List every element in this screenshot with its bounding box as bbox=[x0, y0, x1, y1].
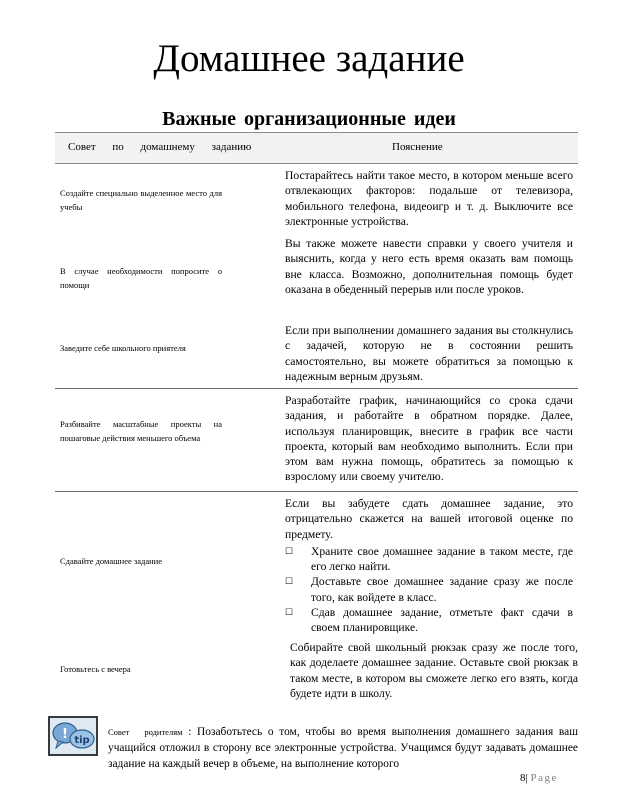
explanation-cell: Собирайте свой школьный рюкзак сразу же после того, как доделаете домашнее задание. Оставьте свой рюкзак в таком месте, в котором вы сможете легко его взять, когда будете идти в школу. bbox=[290, 641, 578, 700]
col-header-explanation: Пояснение bbox=[392, 141, 443, 153]
parent-tip bbox=[108, 724, 578, 772]
table-row bbox=[55, 236, 578, 318]
tip-cell: Разбивайте масштабные проекты на пошаговые действия меньшего объема bbox=[60, 419, 222, 443]
homework-tips-table bbox=[55, 132, 578, 700]
page-number: 8 bbox=[520, 772, 526, 784]
explanation-cell bbox=[285, 496, 573, 636]
svg-text:tip: tip bbox=[74, 735, 90, 746]
table-header bbox=[55, 132, 578, 164]
parent-tip-lead: Совет родителям bbox=[108, 727, 183, 737]
bullet-list bbox=[285, 544, 573, 636]
tip-cell: В случае необходимости попросите о помощи bbox=[60, 266, 222, 290]
tip-cell: Сдавайте домашнее задание bbox=[60, 556, 162, 566]
col-header-tip: Совет по домашнему заданию bbox=[68, 141, 252, 153]
table-row bbox=[55, 168, 578, 228]
bullet-item: ☐ Сдав домашнее задание, отметьте факт сдачи в своем планировщике. bbox=[285, 606, 573, 635]
bullet-icon: ☐ bbox=[285, 545, 294, 556]
page-footer bbox=[520, 772, 558, 784]
tip-cell: Создайте специально выделенное место для учебы bbox=[60, 188, 222, 212]
bullet-item: ☐ Храните свое домашнее задание в таком месте, где его легко найти. bbox=[285, 544, 573, 574]
tip-cell: Готовьтесь с вечера bbox=[60, 664, 131, 674]
bullet-icon: ☐ bbox=[285, 576, 294, 587]
explanation-cell: Если при выполнении домашнего задания вы столкнулись с задачей, которую не в состоянии решить самостоятельно, вы можете обратиться за помощью к надежным верным друзьям. bbox=[285, 324, 573, 383]
table-row bbox=[55, 388, 578, 489]
page-separator: | bbox=[525, 772, 528, 784]
tip-cell: Заведите себе школьного приятеля bbox=[60, 343, 186, 353]
explanation-text: Если вы забудете сдать домашнее задание, это отрицательно скажется на вашей итоговой оценке по предмету. bbox=[285, 497, 573, 541]
parent-tip-text: : Позаботьтесь о том, чтобы во время выполнения домашнего задания ваш учащийся отложил в сторону все электронные устройства. Учащимся будут задавать домашнее задание на каждый вечер в объеме, на выполнение которого bbox=[108, 726, 578, 770]
page-label: Page bbox=[530, 772, 558, 784]
tip-icon bbox=[48, 716, 98, 756]
bullet-icon: ☐ bbox=[285, 607, 294, 618]
bullet-item: ☐ Доставьте свое домашнее задание сразу же после того, как войдете в класс. bbox=[285, 575, 573, 604]
explanation-cell: Постарайтесь найти такое место, в котором меньше всего отвлекающих факторов: подальше от телевизора, мобильного телефона, видеоигр и т. д. Выключите все электронные устройства. bbox=[285, 169, 573, 228]
explanation-cell: Вы также можете навести справки у своего учителя и выяснить, когда у него есть время оказать вам помощь вне класса. Возможно, дополнительная помощь будет оказана в обеденный перерыв или после уроков. bbox=[285, 237, 573, 296]
table-row bbox=[55, 323, 578, 385]
table-row bbox=[55, 491, 578, 635]
page-title: Домашнее задание bbox=[153, 37, 465, 80]
explanation-cell: Разработайте график, начинающийся со срока сдачи задания, и работайте в обратном порядке. Далее, используя планировщик, внесите в график все части проекта, который вам необходимо выполнить. Если при этом вам нужна помощь, обратитесь за помощью к взрослому или своему учителю. bbox=[285, 394, 573, 484]
section-title: Важные организационные идеи bbox=[162, 108, 456, 130]
svg-text:!: ! bbox=[62, 727, 68, 742]
table-row bbox=[55, 638, 578, 702]
